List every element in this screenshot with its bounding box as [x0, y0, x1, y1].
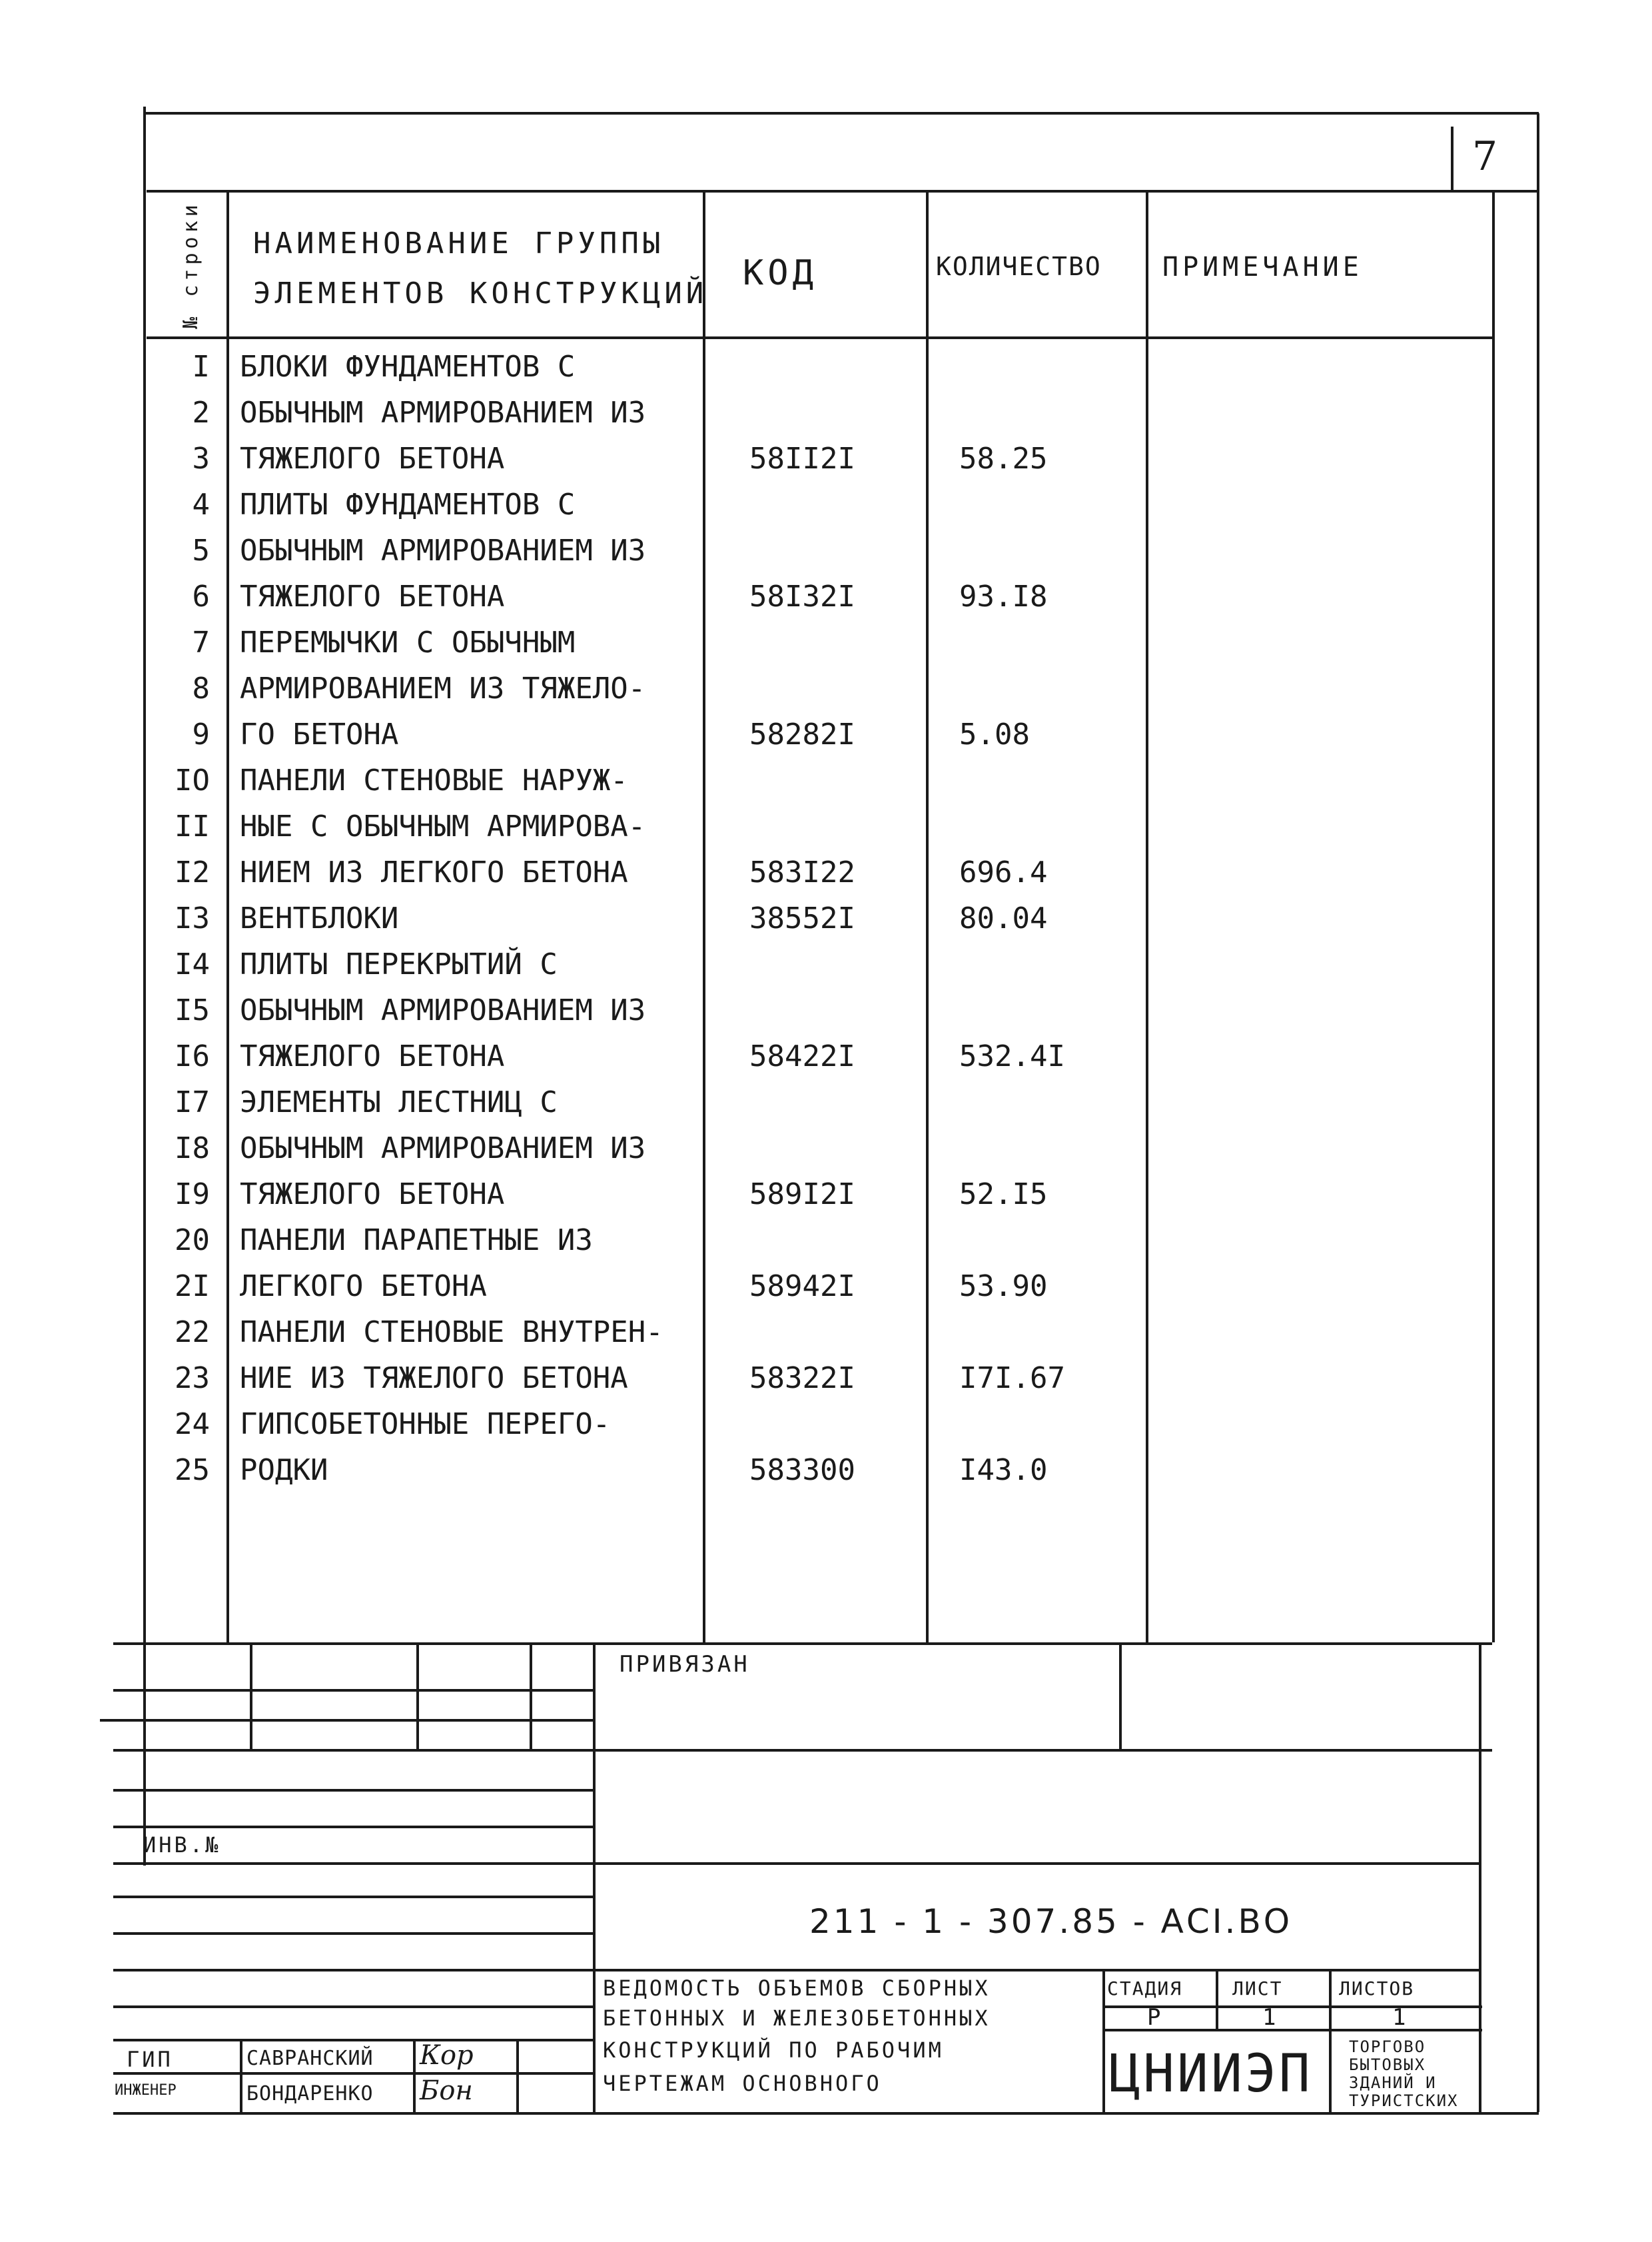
inv-no-label: ИНВ.№: [143, 1832, 221, 1858]
sheet-value: 1: [1262, 2004, 1276, 2031]
tb-line-10: [113, 2005, 593, 2008]
row-name: ТЯЖЕЛОГО БЕТОНА: [240, 1039, 505, 1073]
tb-vert-stage-b: [1216, 1969, 1218, 2029]
signer-role-gip: ГИП: [127, 2047, 173, 2072]
tb-line-6: [113, 1862, 1479, 1865]
row-name: РОДКИ: [240, 1453, 328, 1487]
tb-line-3: [113, 1749, 1492, 1752]
tb-line-15: [113, 2112, 1539, 2115]
stage-value: Р: [1147, 2004, 1161, 2031]
row-name: ОБЫЧНЫМ АРМИРОВАНИЕМ ИЗ: [240, 993, 646, 1027]
signer-role-engineer: ИНЖЕНЕР: [115, 2082, 177, 2099]
signer-name-engineer: БОНДАРЕНКО: [246, 2082, 374, 2105]
tb-line-13: [113, 2039, 593, 2041]
row-number: IO: [175, 764, 210, 798]
tb-vert-stage-c: [1329, 1969, 1332, 2112]
row-number: 2I: [175, 1269, 210, 1303]
row-number: 25: [175, 1453, 210, 1487]
row-number: 4: [192, 488, 210, 522]
row-qty: 93.I8: [959, 580, 1048, 614]
row-name: ТЯЖЕЛОГО БЕТОНА: [240, 580, 505, 614]
row-name: ГО БЕТОНА: [240, 718, 399, 752]
row-number: 3: [192, 442, 210, 476]
institute-stamp: ЦНИИЭП: [1109, 2044, 1313, 2104]
tb-vert-f: [1479, 1642, 1481, 2112]
row-name: ОБЫЧНЫМ АРМИРОВАНИЕМ ИЗ: [240, 396, 646, 430]
row-name: ОБЫЧНЫМ АРМИРОВАНИЕМ ИЗ: [240, 534, 646, 568]
tb-vert-a: [250, 1642, 252, 1749]
attached-label: ПРИВЯЗАН: [620, 1651, 750, 1678]
col-sep-name: [703, 190, 705, 1642]
tb-vert-sig-b: [413, 2039, 416, 2112]
header-bottom-line: [147, 336, 1492, 339]
header-line-no: № строки: [179, 201, 203, 329]
row-qty: 53.90: [959, 1269, 1048, 1303]
col-sep-code: [926, 190, 929, 1642]
row-number: I5: [175, 993, 210, 1027]
row-name: ПЕРЕМЫЧКИ С ОБЫЧНЫМ: [240, 626, 576, 660]
row-name: НИЕМ ИЗ ЛЕГКОГО БЕТОНА: [240, 855, 628, 889]
tb-line-7: [113, 1896, 593, 1898]
row-name: ПАНЕЛИ СТЕНОВЫЕ НАРУЖ-: [240, 764, 628, 798]
row-code: 58422I: [749, 1039, 855, 1073]
row-name: ПЛИТЫ ФУНДАМЕНТОВ С: [240, 488, 576, 522]
sheet-number: 7: [1472, 133, 1498, 180]
tb-line-14: [113, 2072, 593, 2075]
tb-line-0: [113, 1642, 1492, 1645]
title-line-1: ВЕДОМОСТЬ ОБЪЕМОВ СБОРНЫХ: [603, 1975, 991, 2001]
header-quantity: КОЛИЧЕСТВО: [936, 252, 1102, 281]
row-code: 589I2I: [749, 1177, 855, 1211]
row-name: НИЕ ИЗ ТЯЖЕЛОГО БЕТОНА: [240, 1361, 628, 1395]
row-code: 58282I: [749, 718, 855, 752]
institute-note-3: ЗДАНИЙ И: [1349, 2073, 1437, 2092]
row-number: 24: [175, 1407, 210, 1441]
row-name: ЭЛЕМЕНТЫ ЛЕСТНИЦ С: [240, 1085, 558, 1119]
institute-note-4: ТУРИСТСКИХ: [1349, 2091, 1459, 2110]
row-name: ВЕНТБЛОКИ: [240, 901, 399, 935]
row-qty: I43.0: [959, 1453, 1048, 1487]
title-line-2: БЕТОННЫХ И ЖЕЛЕЗОБЕТОННЫХ: [603, 2005, 991, 2031]
tb-line-4: [113, 1789, 593, 1792]
row-number: 23: [175, 1361, 210, 1395]
title-line-4: ЧЕРТЕЖАМ ОСНОВНОГО: [603, 2071, 882, 2096]
row-code: 583I22: [749, 855, 855, 889]
tb-line-1: [113, 1689, 593, 1692]
institute-note-2: БЫТОВЫХ: [1349, 2055, 1426, 2074]
header-top-line: [147, 190, 1537, 193]
row-number: I3: [175, 901, 210, 935]
row-name: ПАНЕЛИ ПАРАПЕТНЫЕ ИЗ: [240, 1223, 593, 1257]
row-number: I: [192, 350, 210, 384]
row-number: 5: [192, 534, 210, 568]
tb-vert-sig-a: [240, 2039, 242, 2112]
row-name: ТЯЖЕЛОГО БЕТОНА: [240, 1177, 505, 1211]
row-name: ПАНЕЛИ СТЕНОВЫЕ ВНУТРЕН-: [240, 1315, 663, 1349]
tb-vert-stage-a: [1102, 1969, 1105, 2112]
row-qty: I7I.67: [959, 1361, 1065, 1395]
row-qty: 696.4: [959, 855, 1048, 889]
sheet-label: ЛИСТ: [1232, 1977, 1283, 1999]
stage-label: СТАДИЯ: [1107, 1977, 1183, 1999]
doc-code: 211 - 1 - 307.85 - АСI.ВО: [809, 1902, 1293, 1941]
row-number: I2: [175, 855, 210, 889]
row-name: НЫЕ С ОБЫЧНЫМ АРМИРОВА-: [240, 810, 646, 843]
tb-vert-d: [593, 1642, 596, 2112]
tb-vert-e: [1119, 1642, 1122, 1749]
header-note: ПРИМЕЧАНИЕ: [1162, 252, 1363, 282]
tb-line-2: [100, 1719, 593, 1722]
tb-vert-sig-c: [516, 2039, 519, 2112]
row-number: II: [175, 810, 210, 843]
row-number: 2: [192, 396, 210, 430]
frame-right: [1537, 113, 1539, 2112]
header-name-2: ЭЛЕМЕНТОВ КОНСТРУКЦИЙ: [253, 277, 708, 310]
row-code: 38552I: [749, 901, 855, 935]
frame-top: [143, 112, 1539, 115]
row-code: 58942I: [749, 1269, 855, 1303]
institute-note-1: ТОРГОВО: [1349, 2037, 1426, 2056]
row-qty: 532.4I: [959, 1039, 1065, 1073]
row-number: I4: [175, 947, 210, 981]
row-number: I7: [175, 1085, 210, 1119]
row-number: I6: [175, 1039, 210, 1073]
row-code: 58II2I: [749, 442, 855, 476]
col-sep-note: [1492, 190, 1495, 1642]
row-number: 22: [175, 1315, 210, 1349]
tb-vert-b: [416, 1642, 419, 1749]
sheets-value: 1: [1392, 2004, 1406, 2031]
row-name: АРМИРОВАНИЕМ ИЗ ТЯЖЕЛО-: [240, 672, 646, 706]
row-qty: 5.08: [959, 718, 1030, 752]
row-name: ЛЕГКОГО БЕТОНА: [240, 1269, 487, 1303]
row-number: 7: [192, 626, 210, 660]
col-sep-qty: [1146, 190, 1148, 1642]
row-name: ТЯЖЕЛОГО БЕТОНА: [240, 442, 505, 476]
row-name: ГИПСОБЕТОННЫЕ ПЕРЕГО-: [240, 1407, 611, 1441]
row-name: ПЛИТЫ ПЕРЕКРЫТИЙ С: [240, 947, 558, 981]
row-number: 9: [192, 718, 210, 752]
row-number: I9: [175, 1177, 210, 1211]
tb-vert-c: [530, 1642, 532, 1749]
tb-line-9: [113, 1969, 1479, 1971]
col-sep-line-no: [226, 190, 229, 1642]
row-qty: 58.25: [959, 442, 1048, 476]
row-number: 6: [192, 580, 210, 614]
signature-engineer: Бон: [420, 2075, 473, 2106]
sheets-label: ЛИСТОВ: [1339, 1977, 1415, 1999]
tb-line-5: [113, 1826, 593, 1828]
row-name: ОБЫЧНЫМ АРМИРОВАНИЕМ ИЗ: [240, 1131, 646, 1165]
row-code: 58322I: [749, 1361, 855, 1395]
tb-line-8: [113, 1932, 593, 1935]
signer-name-gip: САВРАНСКИЙ: [246, 2047, 374, 2070]
row-number: 20: [175, 1223, 210, 1257]
row-qty: 80.04: [959, 901, 1048, 935]
row-code: 583300: [749, 1453, 855, 1487]
sheet-number-box-left: [1451, 127, 1453, 190]
signature-gip: Кор: [420, 2040, 474, 2071]
title-line-3: КОНСТРУКЦИЙ ПО РАБОЧИМ: [603, 2037, 944, 2063]
header-name-1: НАИМЕНОВАНИЕ ГРУППЫ: [253, 227, 665, 261]
row-number: I8: [175, 1131, 210, 1165]
row-number: 8: [192, 672, 210, 706]
row-code: 58I32I: [749, 580, 855, 614]
header-code: КОД: [743, 253, 817, 293]
row-qty: 52.I5: [959, 1177, 1048, 1211]
row-name: БЛОКИ ФУНДАМЕНТОВ С: [240, 350, 576, 384]
